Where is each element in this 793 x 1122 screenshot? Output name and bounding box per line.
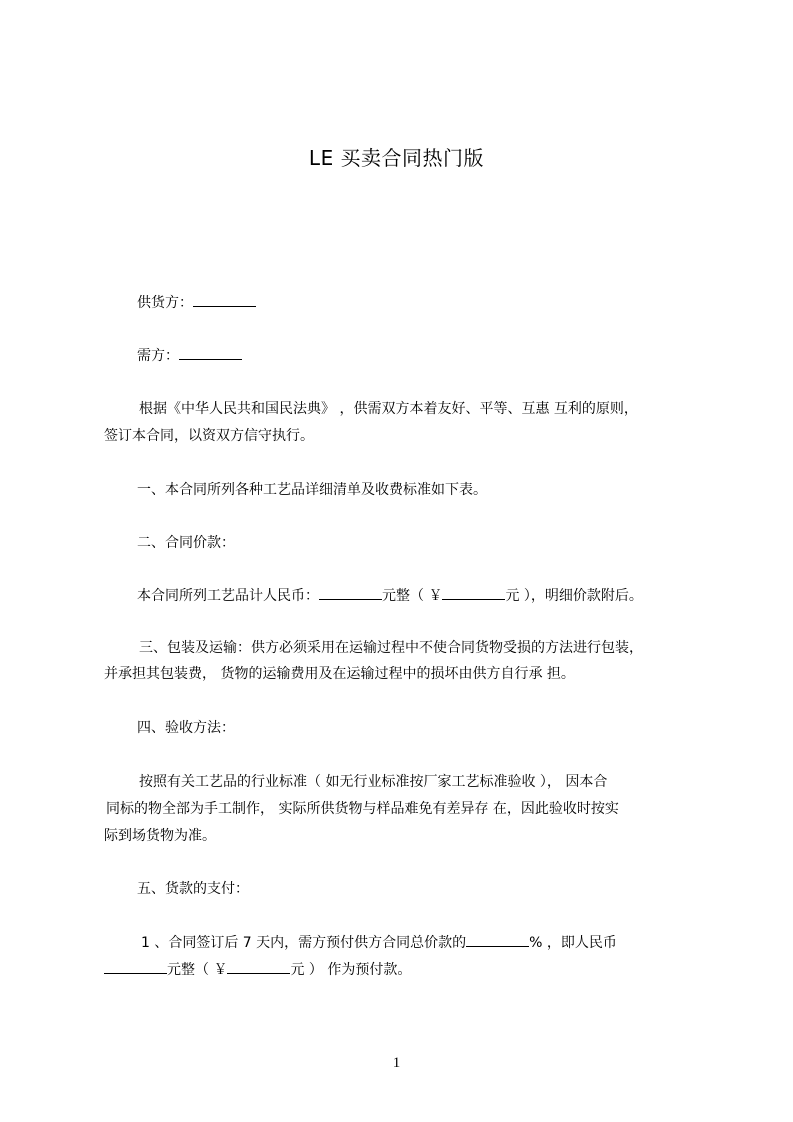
payment-item-1-line-1 [141,932,617,953]
buyer-blank [179,345,242,360]
intro-line-1: 根据《中华人民共和国民法典》 ，供需双方本着友好、平等、互惠 互利的原则， [139,401,638,417]
buyer-label: 需方： [137,348,179,364]
section5-heading: 五、货款的支付： [137,881,249,897]
price-amount-blank [319,585,382,600]
section4-line-3: 际到场货物为准。 [104,828,216,844]
payment-prefix: 1 、合同签订后 7 天内，需方预付供方合同总价款的 [141,935,467,951]
payment-yuan-blank [227,959,290,974]
section3-line-2: 并承担其包装费， 货物的运输费用及在运输过程中的损坏由供方自行承 担。 [104,666,575,682]
payment-item-1-line-2 [104,959,411,980]
section4-heading: 四、验收方法： [137,720,235,736]
price-line [137,585,643,606]
payment-unit: 元整（ ￥ [167,962,228,978]
supplier-line [137,292,256,313]
document-title: LE 买卖合同热门版 [308,146,485,170]
price-yuan-blank [442,585,505,600]
intro-line-2: 签订本合同，以资双方信守执行。 [104,428,314,444]
supplier-label: 供货方： [137,295,193,311]
section1-text: 一、本合同所列各种工艺品详细清单及收费标准如下表。 [137,482,487,498]
price-unit: 元整（ ￥ [382,588,443,604]
page-number: 1 [392,1055,401,1071]
section4-line-1: 按照有关工艺品的行业标准（ 如无行业标准按厂家工艺标准验收 ）， 因本合 [139,774,608,790]
price-suffix: 元 ），明细价款附后。 [505,588,643,604]
section3-line-1: 三、包装及运输：供方必须采用在运输过程中不使合同货物受损的方法进行包装， [139,640,643,656]
payment-percent-blank [466,932,529,947]
section4-line-2: 同标的物全部为手工制作， 实际所供货物与样品难免有差异存 在，因此验收时按实 [106,801,619,817]
supplier-blank [193,292,256,307]
price-prefix: 本合同所列工艺品计人民币： [137,588,319,604]
payment-mid: % ，即人民币 [529,935,617,951]
payment-suffix: 元 ） 作为预付款。 [290,962,412,978]
section2-heading: 二、合同价款： [137,535,235,551]
payment-amount-blank [104,959,167,974]
buyer-line [137,345,242,366]
